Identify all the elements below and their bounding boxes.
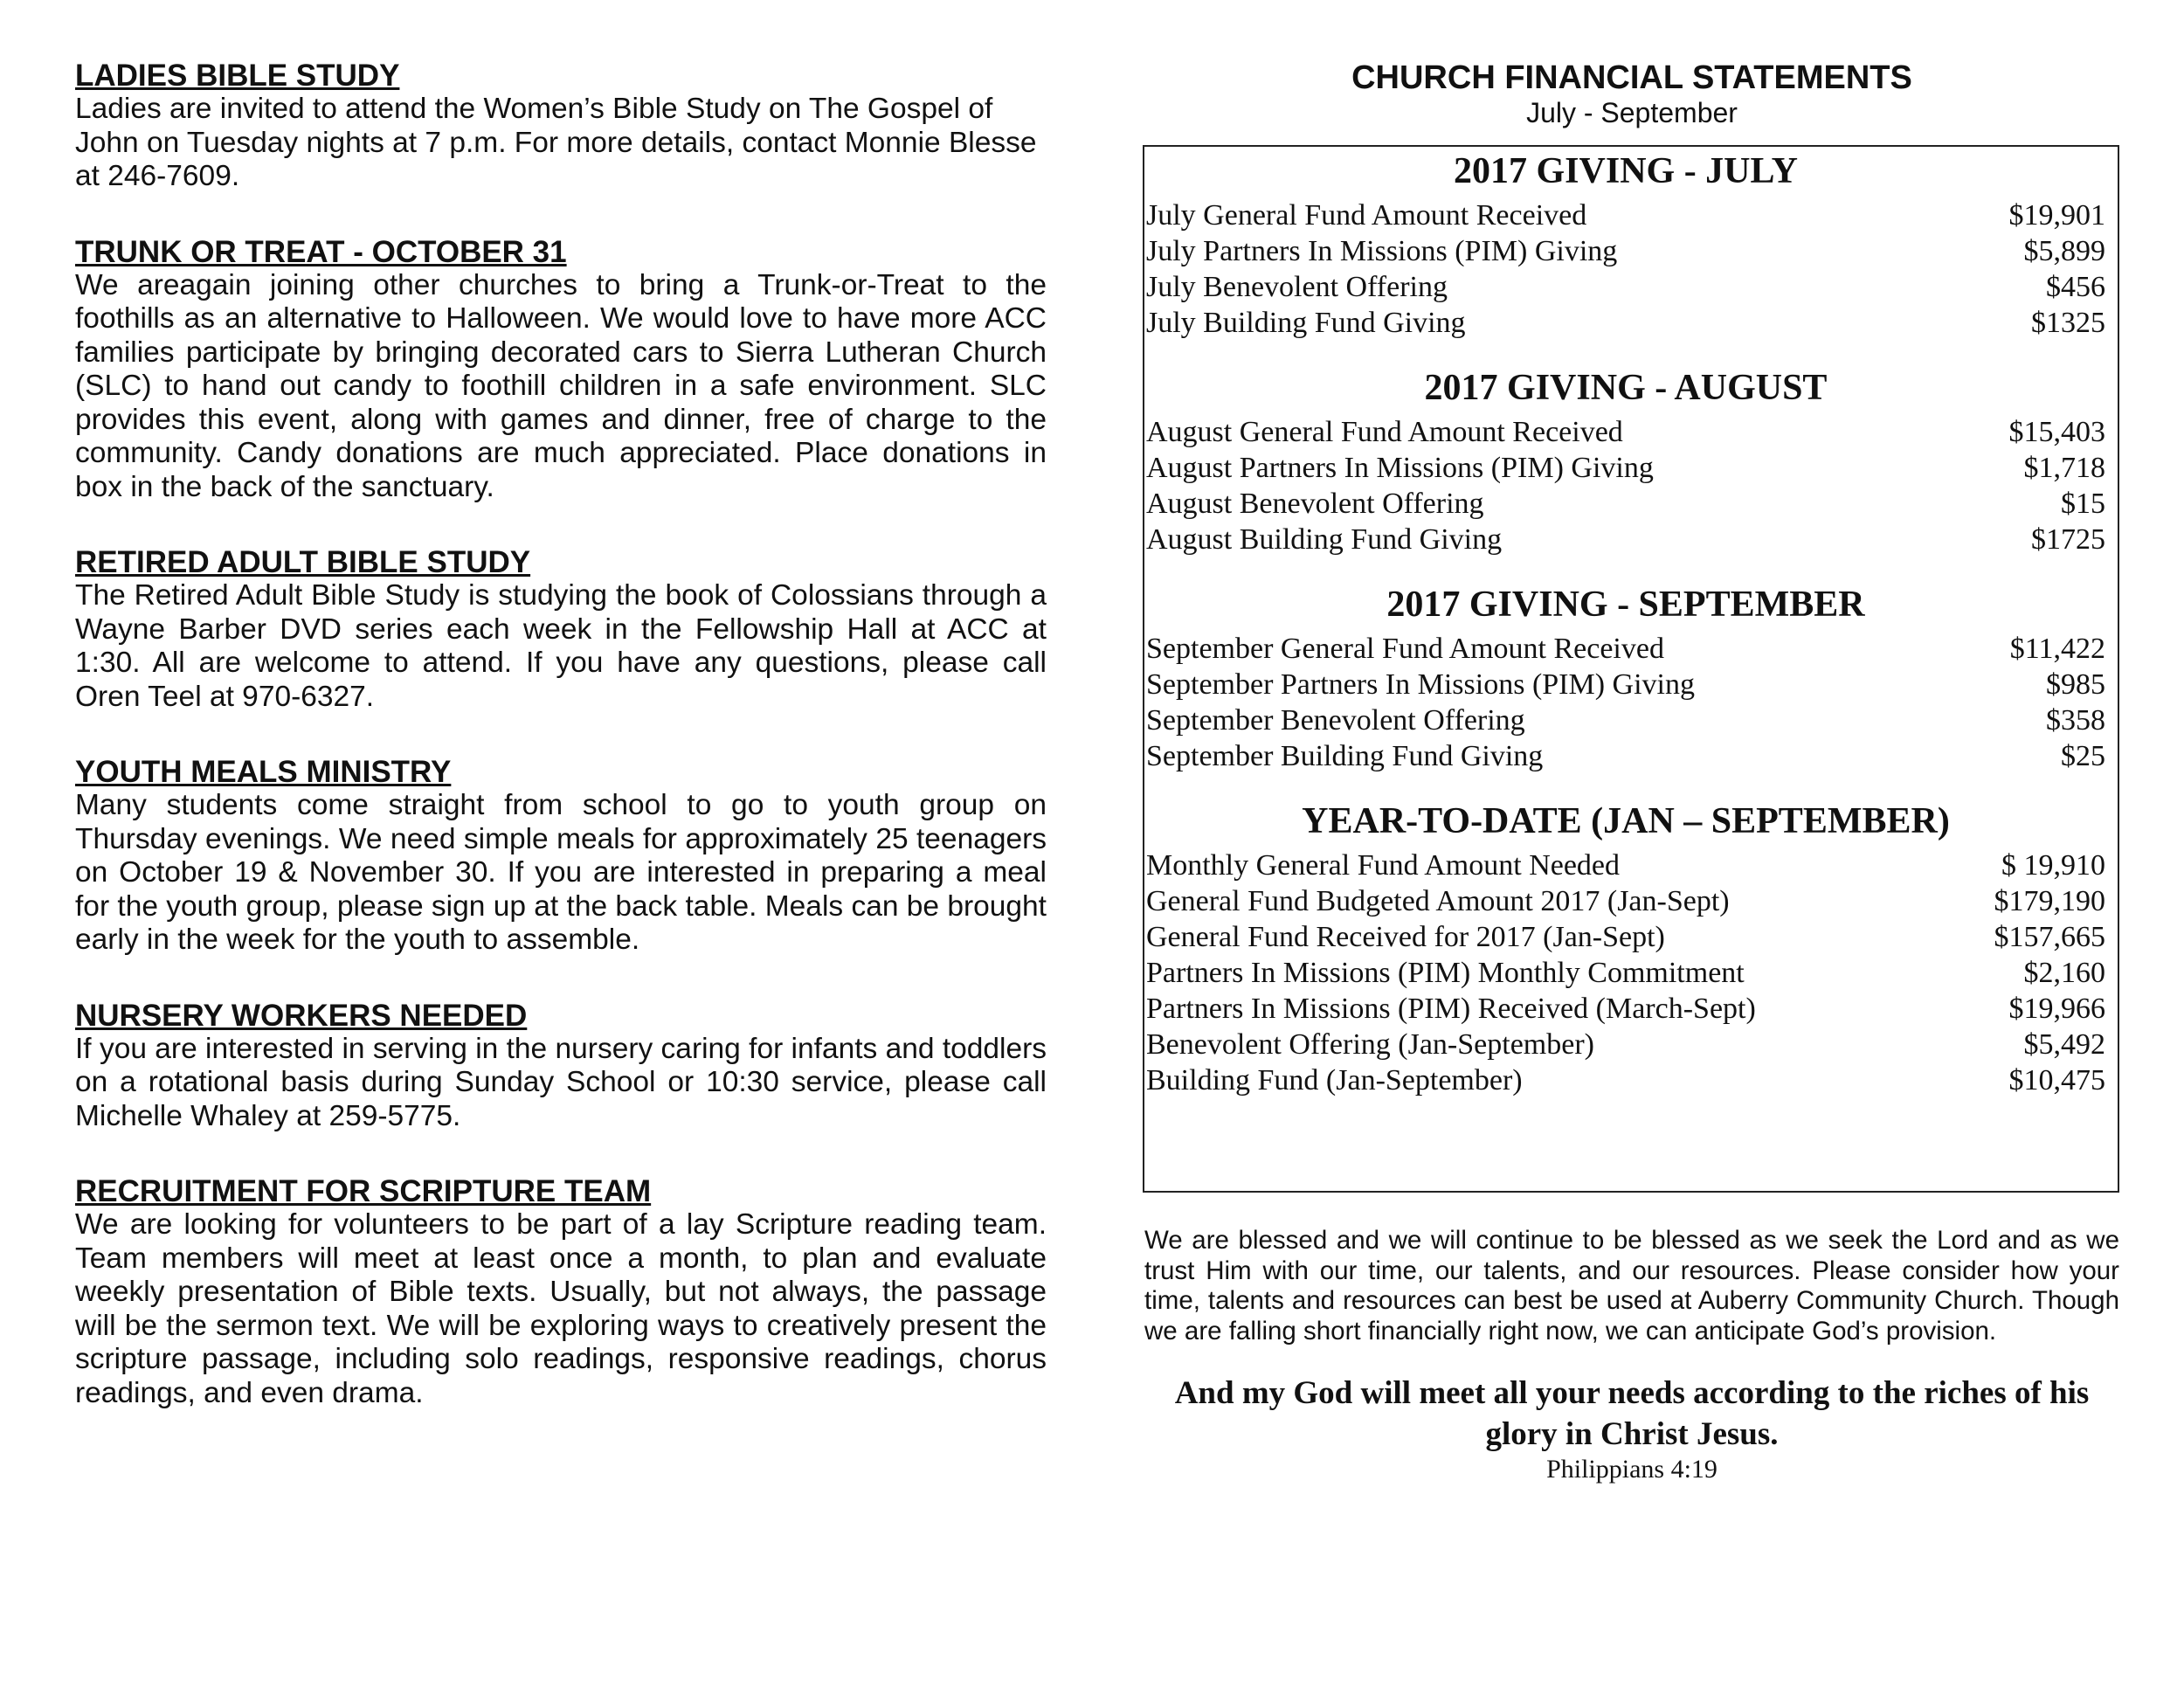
section-title: 2017 GIVING - JULY <box>1454 151 1798 191</box>
financial-row <box>1146 486 2105 522</box>
notice-title: NURSERY WORKERS NEEDED <box>75 998 528 1033</box>
row-amount: $1,718 <box>2023 452 2105 484</box>
row-amount: $5,899 <box>2023 235 2105 267</box>
financial-row <box>1146 667 2105 702</box>
notice-body: We are looking for volunteers to be part of a lay Scripture reading team. Team members will meet at least once a month, to plan and evaluate weekly presentation of Bible texts. Usually, but not always, the passage will be the sermon text. We will be exploring ways to creatively present the scripture passage, including solo readings, responsive readings, chorus readings, and even drama. <box>75 1208 1047 1409</box>
financial-row <box>1146 233 2105 269</box>
financial-row <box>1146 1062 2105 1098</box>
notice-title: TRUNK OR TREAT - OCTOBER 31 <box>75 234 567 269</box>
row-amount: $456 <box>2046 271 2105 303</box>
notice-body: If you are interested in serving in the nursery caring for infants and toddlers on a rotational basis during Sunday School or 10:30 service, please call Michelle Whaley at 259-5775. <box>75 1032 1047 1132</box>
giving-section-august <box>1146 365 2105 557</box>
row-label: July Partners In Missions (PIM) Giving <box>1146 235 1618 267</box>
row-amount: $10,475 <box>2008 1064 2105 1097</box>
financial-row <box>1146 919 2105 955</box>
notice-youth-meals-ministry <box>75 756 1047 958</box>
financial-row <box>1146 702 2105 738</box>
row-label: Partners In Missions (PIM) Monthly Commitment <box>1146 957 1745 989</box>
row-label: August Partners In Missions (PIM) Giving <box>1146 452 1654 484</box>
financial-row <box>1146 305 2105 341</box>
row-amount: $15,403 <box>2008 416 2105 448</box>
notice-body: Ladies are invited to attend the Women’s Bible Study on The Gospel of John on Tuesday nights at 7 p.m. For more details, contact Monnie Blesse at 246-7609. <box>75 93 1037 192</box>
scripture-verse: And my God will meet all your needs according to the riches of his glory in Christ Jesus. <box>1174 1375 2090 1452</box>
financial-row <box>1146 522 2105 557</box>
row-amount: $11,422 <box>2009 633 2105 665</box>
financial-row <box>1146 955 2105 991</box>
financial-subtitle: July - September <box>1526 97 1738 128</box>
row-label: August Building Fund Giving <box>1146 523 1503 556</box>
row-label: August General Fund Amount Received <box>1146 416 1623 448</box>
financial-title: CHURCH FINANCIAL STATEMENTS <box>1351 59 1912 96</box>
financial-row <box>1146 269 2105 305</box>
row-label: August Benevolent Offering <box>1146 488 1484 520</box>
notice-nursery-workers-needed <box>75 1000 1047 1134</box>
section-title: YEAR-TO-DATE (JAN – SEPTEMBER) <box>1302 801 1950 841</box>
row-amount: $ 19,910 <box>2001 849 2105 882</box>
financial-row <box>1146 847 2105 883</box>
row-label: July General Fund Amount Received <box>1146 199 1587 232</box>
financial-row <box>1146 414 2105 450</box>
financial-row <box>1146 631 2105 667</box>
row-label: General Fund Received for 2017 (Jan-Sept) <box>1146 921 1665 953</box>
row-amount: $15 <box>2061 488 2105 520</box>
financial-statement-box <box>1143 145 2119 1193</box>
notice-recruitment-scripture-team <box>75 1175 1047 1410</box>
notice-ladies-bible-study <box>75 59 1047 194</box>
row-label: September Building Fund Giving <box>1146 740 1544 772</box>
row-amount: $1325 <box>2031 307 2105 339</box>
scripture-reference: Philippians 4:19 <box>1546 1455 1717 1484</box>
notice-title: YOUTH MEALS MINISTRY <box>75 755 452 789</box>
financial-row <box>1146 1027 2105 1062</box>
financial-column <box>1143 59 2121 1484</box>
row-label: July Benevolent Offering <box>1146 271 1448 303</box>
row-label: September Partners In Missions (PIM) Giving <box>1146 668 1696 701</box>
row-label: July Building Fund Giving <box>1146 307 1466 339</box>
giving-section-july <box>1146 149 2105 341</box>
row-label: General Fund Budgeted Amount 2017 (Jan-Sept) <box>1146 885 1730 917</box>
row-label: Monthly General Fund Amount Needed <box>1146 849 1621 882</box>
financial-row <box>1146 450 2105 486</box>
row-label: Benevolent Offering (Jan-September) <box>1146 1028 1594 1061</box>
row-amount: $179,190 <box>1994 885 2105 917</box>
notice-retired-adult-bible-study <box>75 546 1047 714</box>
row-amount: $358 <box>2046 704 2105 737</box>
row-amount: $5,492 <box>2023 1028 2105 1061</box>
row-amount: $985 <box>2046 668 2105 701</box>
financial-row <box>1146 197 2105 233</box>
year-to-date-section <box>1146 799 2105 1098</box>
notice-title: LADIES BIBLE STUDY <box>75 59 400 93</box>
notice-title: RECRUITMENT FOR SCRIPTURE TEAM <box>75 1174 652 1208</box>
financial-row <box>1146 991 2105 1027</box>
section-title: 2017 GIVING - AUGUST <box>1424 368 1828 408</box>
row-amount: $2,160 <box>2023 957 2105 989</box>
row-amount: $19,901 <box>2008 199 2105 232</box>
row-label: September General Fund Amount Received <box>1146 633 1664 665</box>
row-amount: $1725 <box>2031 523 2105 556</box>
notice-trunk-or-treat <box>75 236 1047 505</box>
financial-row <box>1146 883 2105 919</box>
notice-body: Many students come straight from school to go to youth group on Thursday evenings. We need simple meals for approximately 25 teenagers on October 19 & November 30. If you are interested in preparing a meal for the youth group, please sign up at the back table. Meals can be brought early in the week for the youth to assemble. <box>75 789 1047 956</box>
financial-row <box>1146 738 2105 774</box>
announcements-column <box>75 59 1047 1452</box>
row-label: Partners In Missions (PIM) Received (March-Sept) <box>1146 993 1756 1025</box>
notice-body: We areagain joining other churches to bring a Trunk-or-Treat to the foothills as an alternative to Halloween. We would love to have more ACC families participate by bringing decorated cars to Sierra Lutheran Church (SLC) to hand out candy to foothill children in a safe environment. SLC provides this event, along with games and dinner, free of charge to the community. Candy donations are much appreciated. Place donations in box in the back of the sanctuary. <box>75 268 1047 503</box>
row-amount: $157,665 <box>1994 921 2105 953</box>
row-amount: $19,966 <box>2008 993 2105 1025</box>
notice-body: The Retired Adult Bible Study is studying the book of Colossians through a Wayne Barber DVD series each week in the Fellowship Hall at ACC at 1:30. All are welcome to attend. If you have any questions, please call Oren Teel at 970-6327. <box>75 579 1047 713</box>
giving-section-september <box>1146 582 2105 774</box>
row-label: Building Fund (Jan-September) <box>1146 1064 1523 1097</box>
row-label: September Benevolent Offering <box>1146 704 1525 737</box>
section-title: 2017 GIVING - SEPTEMBER <box>1386 585 1865 625</box>
notice-title: RETIRED ADULT BIBLE STUDY <box>75 545 531 579</box>
row-amount: $25 <box>2061 740 2105 772</box>
blessing-paragraph: We are blessed and we will continue to be blessed as we seek the Lord and as we trust Him with our time, our talents, and our resources. Please consider how your time, talents and resources can best be used at Auberry Community Church. Though we are falling short financially right now, we can anticipate God’s provision. <box>1144 1226 2119 1346</box>
